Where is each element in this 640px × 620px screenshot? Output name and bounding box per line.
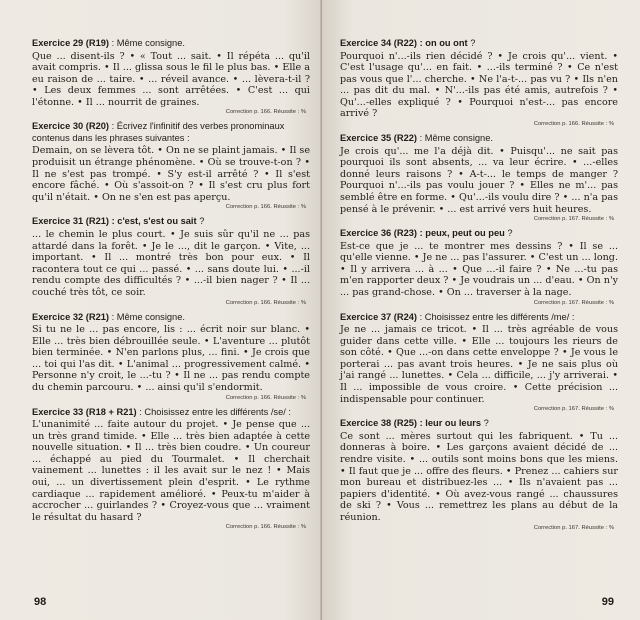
exercise-36	[340, 228, 618, 305]
exercise-37	[340, 312, 618, 413]
exercise-title: Exercice 38 (R25) : leur ou leurs	[340, 418, 482, 429]
exercise-heading	[32, 216, 310, 228]
exercise-33	[32, 407, 310, 531]
exercise-heading	[340, 38, 618, 50]
exercise-heading	[32, 38, 310, 50]
correction-note: Correction p. 167. Réussite : %	[533, 216, 614, 223]
exercise-heading	[340, 133, 618, 145]
right-page	[322, 0, 640, 620]
exercise-heading	[32, 312, 310, 324]
exercise-title: Exercice 37 (R24)	[340, 311, 418, 322]
exercise-instruction: ?	[504, 228, 513, 239]
correction-note: Correction p. 166. Réussite : %	[225, 204, 306, 211]
exercise-text: Demain, on se lèvera tôt. • On ne se plaint jamais. • Il se produisit un étrange phénomène. • Où se trouve-t-on ? • Il ne s'est pas trompé. • S'y est-il arrêté ? • Il s'est encore fâché. • Où s'assoit-on ? • Il s'est cru plus fort qu'il n'était. • On ne s'en est pas aperçu.	[32, 145, 310, 203]
exercise-30	[32, 121, 310, 210]
exercise-title: Exercice 32 (R21)	[32, 311, 110, 322]
exercise-instruction: : Choisissez entre les différents /se/ :	[136, 406, 292, 417]
exercise-instruction: ?	[196, 216, 205, 227]
correction-note: Correction p. 166. Réussite : %	[225, 109, 306, 116]
exercise-text: Pourquoi n'...-ils rien décidé ? • Je crois qu'... vient. • C'est l'usage qu'... en fait. • ...-ils terminé ? • Ce n'est pas vous que l'... cherche. • Ne l'a-t-... pas vu ? • Ils n'en ... pas dit du mal. • N'...-ils pas été amis, autrefois ? • Qu'...-elles expliqué ? • Pourquoi n'est-... pas encore arrivé ?	[340, 50, 618, 120]
exercise-title: Exercice 35 (R22)	[340, 133, 418, 144]
exercise-instruction: : Choisissez entre les différents /me/ :	[417, 311, 575, 322]
exercise-heading	[32, 121, 310, 144]
exercise-instruction: : Même consigne.	[109, 38, 185, 48]
correction-note: Correction p. 166. Réussite : %	[533, 121, 614, 128]
correction-note: Correction p. 167. Réussite : %	[533, 524, 614, 531]
exercise-title: Exercice 29 (R19)	[32, 38, 110, 48]
exercise-instruction: : Écrivez l'infinitif des verbes pronominaux contenus dans les phrases suivantes :	[32, 121, 285, 143]
exercise-heading	[340, 228, 618, 240]
exercise-text: L'unanimité ... faite autour du projet. • Je pense que ... un très grand timide. • Elle ... très bien adaptée à cette nouvelle situation. • Il ... très bien coudre. • Un coureur ... échappé au pied du Tourmalet. • Il cherchait vainement ... lunettes : il les avait sur le nez ! • Mais oui, ... un divertissement plein d'esprit. • Le rythme cardiaque ... rapidement amélioré. • Peux-tu m'aider à accrocher ... guirlandes ? • Croyez-vous que ... vraiment le résultat du hasard ?	[32, 419, 310, 523]
exercise-instruction: : Même consigne.	[417, 133, 493, 144]
exercise-text: Je ne ... jamais ce tricot. • Il ... très agréable de vous guider dans cette ville. • Elle ... toujours les rieurs de son côté. • Que ...-on dans cette enveloppe ? • Je vous le porterai ... pas avant trois heures. • Je ne sais plus où j'ai rangé ... lunettes. • Cela ... difficile, ... j'y arriverai. • Il ... impossible de vous croire. • Cette précision ... indispensable pour continuer.	[340, 324, 618, 405]
exercise-35	[340, 133, 618, 222]
exercise-instruction: : Même consigne.	[109, 311, 185, 322]
exercise-title: Exercice 34 (R22) : on ou ont	[340, 38, 468, 48]
correction-note: Correction p. 166. Réussite : %	[225, 299, 306, 306]
exercise-title: Exercice 36 (R23) : peux, peut ou peu	[340, 228, 505, 239]
page-number: 98	[34, 596, 47, 608]
exercise-text: Que ... disent-ils ? • « Tout ... sait. • Il répéta ... qu'il avait compris. • Il ... glissa sous le fil le plus bas. • Elle a eu raison de ... taire. • ... réveil avance. • ... lèvera-t-il ? • Les deux femmes ... sont arrêtées. • C'est ... qui l'étonne. • Il ... nourrit de graines.	[32, 50, 310, 108]
exercise-title: Exercice 33 (R18 + R21)	[32, 406, 137, 417]
exercise-text: Je crois qu'... me l'a déjà dit. • Puisqu'... ne sait pas pourquoi ils sont absents, ... va leur écrire. • ...-elles donné leurs raisons ? • A-t-... le temps de manger ? Pourquoi n'...-ils pas voulu jouer ? • Elles ne m'... pas semblé être en forme. • Qu'...-ils voulu dire ? • ... n'a pas pensé à le prévenir. • ... est arrivé vers huit heures.	[340, 145, 618, 215]
exercise-title: Exercice 31 (R21) : c'est, s'est ou sait	[32, 216, 197, 227]
exercise-instruction: ?	[481, 418, 489, 429]
exercise-text: ... le chemin le plus court. • Je suis sûr qu'il ne ... pas attardé dans la forêt. • Je le ..., dit le garçon. • Vite, ... important. • Il ... montré très bon pour eux. • Il racontera tout ce qui ... passé. • ... sans doute lui. • ...-il rendu compte des difficultés ? • ...-il bien nager ? • Il ... couché très tôt, ce soir.	[32, 228, 310, 298]
exercise-32	[32, 312, 310, 401]
exercise-text: Est-ce que je ... te montrer mes dessins ? • Il se ... qu'elle vienne. • Je ne ... pas l'assurer. • C'est un ... long. • Il y arrivera ... à ... • Que ...-il faire ? • Ne ...-tu pas m'en rapporter deux ? • Je voudrais un ... d'eau. • On n'y ... pas grand-chose. • On ... traverser à la nage.	[340, 240, 618, 298]
exercise-heading	[340, 418, 618, 430]
page-number: 99	[601, 596, 614, 608]
exercise-34	[340, 38, 618, 127]
exercise-29	[32, 38, 310, 115]
correction-note: Correction p. 166. Réussite : %	[225, 394, 306, 401]
correction-note: Correction p. 166. Réussite : %	[225, 524, 306, 531]
exercise-heading	[340, 312, 618, 324]
exercise-text: Si tu ne le ... pas encore, lis : ... écrit noir sur blanc. • Elle ... très bien débrouillée seule. • L'aventure ... plutôt bien terminée. • N'en parlons plus, ... fini. • Je crois que ... toi qui l'as dit. • L'animal ... progressivement calmé. • Personne n'y croit, le ...-tu ? • Il ne ... pas rendu compte du chemin parcouru. • ... ainsi qu'il s'endormit.	[32, 324, 310, 393]
exercise-instruction: ?	[467, 38, 476, 48]
exercise-text: Ce sont ... mères surtout qui les fabriquent. • Tu ... donneras à boire. • Les garçons avaient décidé de ... rendre visite. • ... outils sont moins bons que les miens. • Il faut que je ... offre des fleurs. • Prenez ... cahiers sur mon bureau et distribuez-les ... • Ils n'avaient pas ... papiers d'identité. • Où avez-vous rangé ... chaussures de ski ? • Vous ... remettrez les plans au début de la réunion.	[340, 430, 618, 523]
exercise-heading	[32, 407, 310, 419]
exercise-31	[32, 216, 310, 305]
exercise-title: Exercice 30 (R20)	[32, 121, 110, 132]
exercise-38	[340, 418, 618, 530]
correction-note: Correction p. 167. Réussite : %	[533, 406, 614, 413]
correction-note: Correction p. 167. Réussite : %	[533, 299, 614, 306]
